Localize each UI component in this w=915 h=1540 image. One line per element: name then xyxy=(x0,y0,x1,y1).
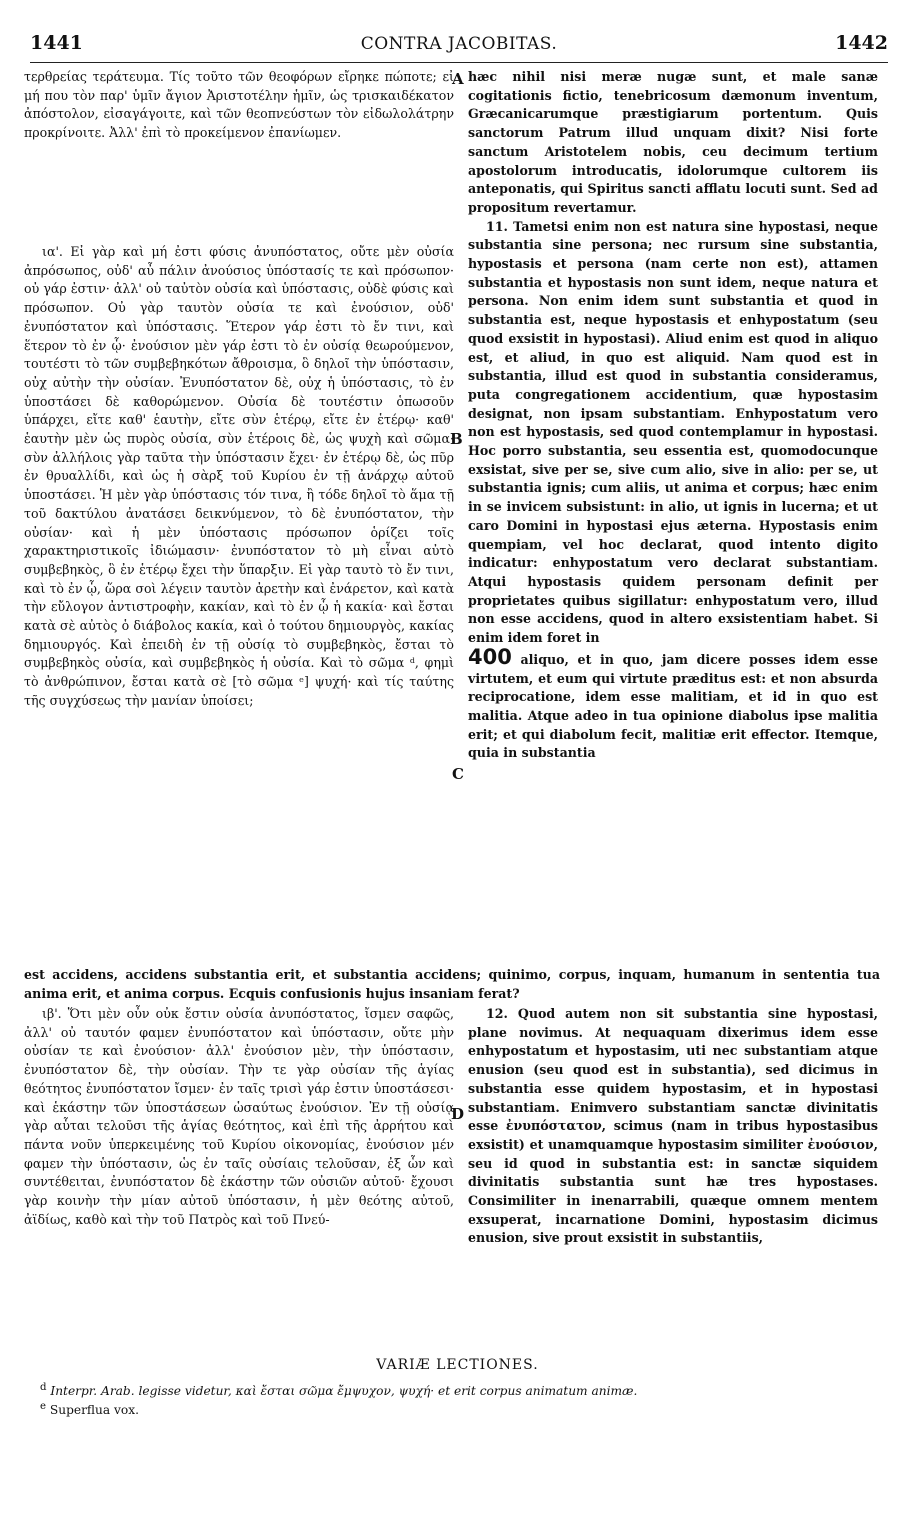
page-number-left: 1441 xyxy=(30,32,83,54)
running-header xyxy=(30,32,888,62)
greek-paragraph-12 xyxy=(24,1005,454,1229)
footnote-text: Superflua vox. xyxy=(49,1403,140,1418)
greek-paragraph-11 xyxy=(24,243,454,711)
footnote-mark: e xyxy=(40,1401,47,1413)
latin-continuation: aliquo, et in quo, jam dicere posses idem esse virtutem, et eum qui virtute præditus est: et non absurda reciprocatione, idem esse malitiam, et id in quo est malitia. Atque adeo in tua opinione diabolus ipse malitia erit; et qui diabolum fecit, malitiæ erit effector. Itemque, quia in substantia xyxy=(468,651,878,761)
full-width-line: est accidens, accidens substantia erit, et substantia accidens; quinimo, corpus, inquam, humanum in sententia tua anima erit, et anima corpus. Ecquis confusionis hujus insaniam ferat? xyxy=(24,967,880,1001)
header-rule xyxy=(30,62,888,63)
margin-letter-d: D xyxy=(451,1105,465,1123)
latin-column-lower xyxy=(468,1005,878,1248)
greek-text: ιβ'. Ὅτι μὲν οὖν οὐκ ἔστιν οὐσία ἀνυπόστατος, ἴσμεν σαφῶς, ἀλλ' οὐ ταυτόν φαμεν ἐνυπόστατον καὶ ὑπόστασιν, οὔτε μὴν οὐσίαν τε καὶ ἐνούσιον· ἀλλ' ἐνούσιον μὲν, τὴν ὑπόστασιν, ἐνυπόστατον δὲ, τὴν οὐσίαν. Τὴν τε γὰρ οὐσίαν τῆς ἁγίας θεότητος ἐνυπόστατον ἴσμεν· ἐν ταῖς τρισὶ γάρ ἐστιν ὑποστάσεσι· καὶ ἑκάστην τῶν ὑποστάσεων ὡσαύτως ἐνούσιον. Ἐν τῇ οὐσίᾳ γὰρ αὗται τελοῦσι τῆς ἁγίας θεότητος, καὶ ἐπὶ τῆς ἀρρήτου καὶ πάντα νοῦν ὑπερκειμένης τοῦ Κυρίου οἰκονομίας, ἐνούσιον μέν φαμεν τὴν ὑπόστασιν, ὡς ἐν ταῖς οὐσίαις τελοῦσαν, ἐξ ὧν καὶ συντέθειται, ἐνυπόστατον δὲ ἑκάστην τῶν οὐσιῶν αὐτοῦ· ἔχουσι γὰρ κοινὴν τὴν μίαν αὐτοῦ ὑπόστασιν, ἡ μὲν θεότης αὐτοῦ, ἀϊδίως, καθὸ καὶ τὴν τοῦ Πατρὸς καὶ τοῦ Πνεύ- xyxy=(24,1006,454,1227)
margin-letter-a: A xyxy=(452,70,464,88)
latin-paragraph: hæc nihil nisi meræ nugæ sunt, et male sanæ cogitationis fictio, tenebricosum dæmonum inventum, Græcanicarumque præstigiarum portentum. Quis sanctorum Patrum illud unquam dixit? Nisi forte sanctum Aristotelem nobis, ceu decimum tertium apostolorum introducatis, idolorumque cultorem iis anteponatis, qui Spiritus sancti afflatu locuti sunt. Sed ad propositum revertamur. xyxy=(468,69,878,215)
greek-text: ια'. Εἰ γὰρ καὶ μή ἐστι φύσις ἀνυπόστατος, οὔτε μὲν οὐσία ἀπρόσωπος, οὐδ' αὖ πάλιν ἀνούσιος ὑπόστασίς τε καὶ πρόσωπον· οὐ γάρ ἐστιν· ἀλλ' οὐ ταὐτὸν οὐσία καὶ ὑπόστασις, οὐδὲ φύσις καὶ πρόσωπον. Οὐ γὰρ ταυτὸν οὐσία τε καὶ ἐνούσιον, οὐδ' ἐνυπόστατον καὶ ὑπόστασις. Ἕτερον γάρ ἐστι τὸ ἔν τινι, καὶ ἕτερον τὸ ἐν ᾧ· ἐνούσιον μὲν γάρ ἐστι τὸ ἐν οὐσίᾳ θεωρούμενον, τουτέστι τὸ τῶν συμβεβηκότων ἄθροισμα, ὃ δηλοῖ τὴν ὑπόστασιν, οὐχ αὐτὴν τὴν οὐσίαν. Ἐνυπόστατον δὲ, οὐχ ἡ ὑπόστασις, τὸ ἐν ὑποστάσει δὲ καθορώμενον. Οὐσία δὲ τουτέστιν ὁπωσοῦν ὑπάρχει, εἴτε καθ' ἑαυτὴν, εἴτε σὺν ἑτέρῳ, εἴτε ἐν ἑτέρῳ· καθ' ἑαυτὴν μὲν ὡς πυρὸς οὐσία, σὺν ἑτέροις δὲ, ὡς ψυχὴ καὶ σῶμα· σὺν ἀλλήλοις γὰρ ταῦτα τὴν ὑπόστασιν ἔχει· ἐν ἑτέρῳ δὲ, ὡς πῦρ ἐν θρυαλλίδι, καὶ ὡς ἡ σὰρξ τοῦ Κυρίου ἐν τῇ ἀνάρχῳ αὐτοῦ ὑποστάσει. Ἡ μὲν γὰρ ὑπόστασις τόν τινα, ἢ τόδε δηλοῖ τὸ ἅμα τῇ τοῦ δακτύλου ἀνατάσει δεικνύμενον, τὸ δὲ ἐνυπόστατον, τὴν οὐσίαν· καὶ ἡ μὲν ὑπόστασις πρόσωπον ὁρίζει τοῖς χαρακτηριστικοῖς ἰδιώμασιν· ἐνυπόστατον τὸ μὴ εἶναι αὐτὸ συμβεβηκὸς, ὃ ἐν ἑτέρῳ ἔχει τὴν ὕπαρξιν. Εἰ γὰρ ταυτὸ τὸ ἔν τινι, καὶ τὸ ἐν ᾧ, ὥρα σοὶ λέγειν ταυτὸν ἀρετὴν καὶ ἐνάρετον, καὶ κατὰ τὴν εὔλογον ἀντιστροφὴν, κακίαν, καὶ τὸ ἐν ᾧ ἡ κακία· καὶ ἔσται κατὰ σὲ αὐτὸς ὁ διάβολος κακία, καὶ ὁ τούτου δημιουργὸς, κακίας δημιουργός. Καὶ ἐπειδὴ ἐν τῇ οὐσίᾳ τὸ συμβεβηκὸς, ἔσται τὸ συμβεβηκὸς οὐσία, καὶ συμβεβηκὸς ἡ οὐσία. Καὶ τὸ σῶμα ᵈ, φημὶ τὸ ἀνθρώπινον, ἔσται κατὰ σὲ [τὸ σῶμα ᵉ] ψυχή· καὶ τίς ταύτης τῆς συγχύσεως τὴν μανίαν ὑποίσει; xyxy=(24,244,454,708)
margin-letter-b: B xyxy=(450,430,463,448)
footnote-mark: d xyxy=(40,1382,47,1393)
latin-paragraph-12: 12. Quod autem non sit substantia sine hypostasi, plane novimus. At nequaquam dixerimus idem esse enhypostatum et hypostasim, uti nec substantiam atque enusion (seu quod est in substantia), sed dicimus in substantia esse quidem hypostasim, et in hypostasi substantiam. Enimvero substantiam sanctæ divinitatis esse ἐνυπόστατον, scimus (nam in tribus hypostasibus exsistit) et unamquamque hypostasim similiter ἐνούσιον, seu id quod in substantia est: in sanctæ siquidem divinitatis substantia sunt hæ tres hypostases. Consimiliter in inenarrabili, quæque omnem mentem exsuperat, incarnatione Domini, hypostasim dicimus enusion, sive prout exsistit in substantiis, xyxy=(468,1006,878,1246)
greek-paragraph-1 xyxy=(24,68,454,143)
column-number: 400 xyxy=(468,644,512,669)
margin-letter-c: C xyxy=(452,765,464,783)
variae-lectiones-heading: VARIÆ LECTIONES. xyxy=(376,1357,539,1373)
footnote-e xyxy=(40,1399,890,1418)
footnote-d xyxy=(40,1380,890,1399)
greek-text: τερθρείας τεράτευμα. Τίς τοῦτο τῶν θεοφόρων εἴρηκε πώποτε; εἰ μή που τὸν παρ' ὑμῖν ἄγιον Ἀριστοτέλην ἡμῖν, ὡς τρισκαιδέκατον ἀπόστολον, εἰσαγάγοιτε, καὶ τῶν θεοπνεύστων τὸν εἰδωλολάτρην προκρίνοιτε. Ἀλλ' ἐπὶ τὸ προκείμενον ἐπανίωμεν. xyxy=(24,69,454,141)
running-title: CONTRA JACOBITAS. xyxy=(360,34,558,54)
footnote-text: Interpr. Arab. legisse videtur, καὶ ἔσται σῶμα ἔμψυχον, ψυχή· et erit corpus animatum animæ. xyxy=(50,1384,638,1399)
page-number-right: 1442 xyxy=(835,32,888,54)
latin-column-upper xyxy=(468,68,878,763)
latin-paragraph-11: 11. Tametsi enim non est natura sine hypostasi, neque substantia sine persona; nec rursum sine substantia, hypostasis et persona (nam certe non est), attamen substantia et hypostasis non sunt idem, neque natura et persona. Non enim idem sunt substantia et quod in substantia est, neque hypostasis et enhypostatum (seu quod exsistit in hypostasi). Aliud enim est quod in aliquo est, et aliud, in quo est aliquid. Nam quod est in substantia, illud est quod in substantia consideramus, puta congregationem accidentium, quæ hypostasim designat, non ipsam substantiam. Enhypostatum vero non est hypostasis, sed quod contemplamur in hypostasi. Hoc porro substantia, seu essentia est, quomodocunque exsistat, sive per se, sive cum alio, sive in alio: per se, ut substantia ignis; cum aliis, ut anima et corpus; hæc enim in se invicem subsistunt: in alio, ut ignis in lucerna; et ut caro Domini in hypostasi ejus æterna. Hypostasis enim quempiam, vel hoc declarat, quod intento digito indicatur: enhypostatum vero declarat substantiam. Atqui hypostasis quidem personam definit per proprietates quibus sigillatur: enhypostatum vero, illud non esse accidens, quod in altero exsistentiam habet. Si enim idem foret in xyxy=(468,218,878,646)
footnotes xyxy=(40,1380,890,1418)
